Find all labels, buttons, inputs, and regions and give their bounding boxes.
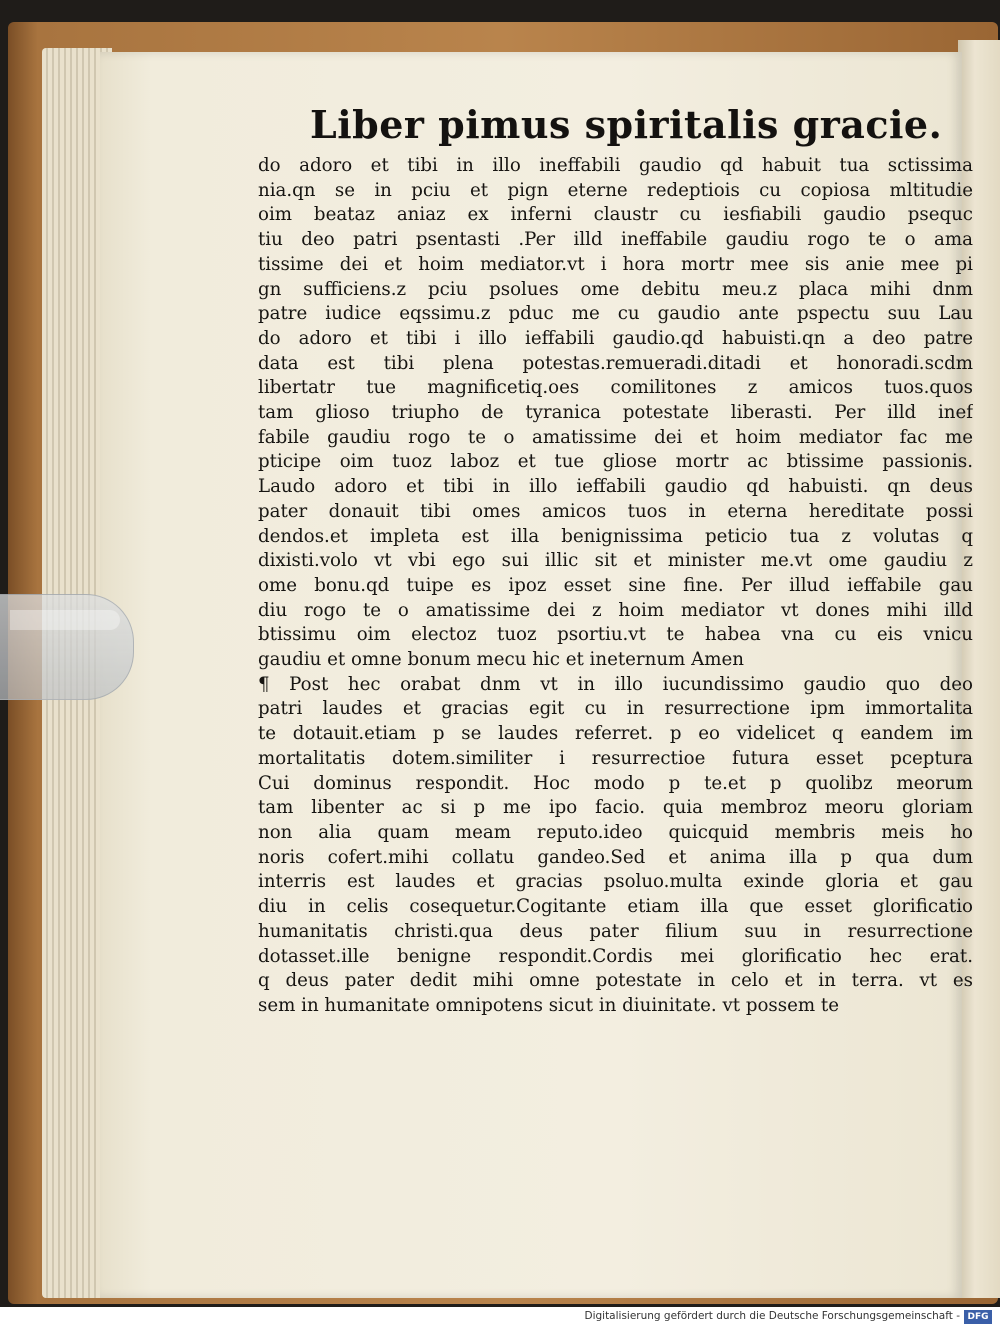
text-line: diu rogo te o amatissime dei z hoim mediator vt dones mihi illd [258,599,973,621]
text-line: pticipe oim tuoz laboz et tue gliose mortr ac btissime passionis. [258,451,973,473]
text-line: do adoro et tibi in illo ineffabili gaudio qd habuit tua sctissima [258,155,973,176]
text-line: Cui dominus respondit. Hoc modo p te.et p quolibz meorum [258,772,973,794]
text-line: do adoro et tibi i illo ieffabili gaudio.qd habuisti.qn a deo patre [258,327,973,349]
text-line: interris est laudes et gracias psoluo.multa exinde gloria et gau [258,871,973,893]
text-line: sem in humanitate omnipotens sicut in diuinitate. vt possem te [258,994,839,1016]
text-line: gaudiu et omne bonum mecu hic et ineternum Amen [258,649,744,671]
text-line: tam libenter ac si p me ipo facio. quia membroz meoru gloriam [258,797,973,819]
text-line: q deus pater dedit mihi omne potestate in celo et in terra. vt es [258,970,973,992]
text-line: nia.qn se in pciu et pign eterne redeptiois cu copiosa mltitudie [258,179,973,201]
page-clip-highlight [10,610,120,630]
text-line: non alia quam meam reputo.ideo quicquid membris meis ho [258,821,973,843]
text-line: libertatr tue magnificetiq.oes comilitones z amicos tuos.quos [258,377,973,399]
text-line: noris cofert.mihi collatu gandeo.Sed et anima illa p qua dum [258,846,973,868]
text-line: fabile gaudiu rogo te o amatissime dei et hoim mediator fac me [258,426,973,448]
text-line: tam glioso triupho de tyranica potestate liberasti. Per illd inef [258,402,973,424]
text-line: dotasset.ille benigne respondit.Cordis mei glorificatio hec erat. [258,945,973,967]
text-line: ome bonu.qd tuipe es ipoz esset sine fine. Per illud ieffabile gau [258,574,973,596]
running-head: Liber pimus spiritalis gracie. [310,102,943,147]
text-block [258,154,973,1019]
text-line: pater donauit tibi omes amicos tuos in eterna hereditate possi [258,500,973,522]
text-line: data est tibi plena potestas.remueradi.ditadi et honoradi.scdm [258,352,973,374]
text-line: patre iudice eqssimu.z pduc me cu gaudio ante pspectu suu Lau [258,303,973,325]
text-line: mortalitatis dotem.similiter i resurrectioe futura esset pceptura [258,747,973,769]
text-line: diu in celis cosequetur.Cogitante etiam illa que esset glorificatio [258,896,973,918]
text-line: ¶ Post hec orabat dnm vt in illo iucundissimo gaudio quo deo [258,673,973,695]
text-line: dixisti.volo vt vbi ego sui illic sit et minister me.vt ome gaudiu z [258,550,973,572]
text-line: tissime dei et hoim mediator.vt i hora mortr mee sis anie mee pi [258,253,973,275]
text-line: humanitatis christi.qua deus pater filium suu in resurrectione [258,920,973,942]
dfg-logo: DFG [964,1310,992,1324]
text-line: btissimu oim electoz tuoz psortiu.vt te habea vna cu eis vnicu [258,624,973,646]
book-page [100,52,973,1298]
text-line: te dotauit.etiam p se laudes referret. p eo videlicet q eandem im [258,723,973,745]
text-line: gn sufficiens.z pciu psolues ome debitu meu.z placa mihi dnm [258,278,973,300]
text-line: tiu deo patri psentasti .Per illd ineffabile gaudiu rogo te o ama [258,229,973,251]
text-line: Laudo adoro et tibi in illo ieffabili gaudio qd habuisti. qn deus [258,476,973,498]
text-line: patri laudes et gracias egit cu in resurrectione ipm immortalita [258,698,973,720]
text-line: dendos.et impleta est illa benignissima peticio tua z volutas q [258,525,973,547]
footer-credit: Digitalisierung gefördert durch die Deutsche Forschungsgemeinschaft - [584,1310,960,1322]
footer [0,1307,1000,1327]
text-line: oim beataz aniaz ex inferni claustr cu iesfiabili gaudio psequc [258,204,973,226]
